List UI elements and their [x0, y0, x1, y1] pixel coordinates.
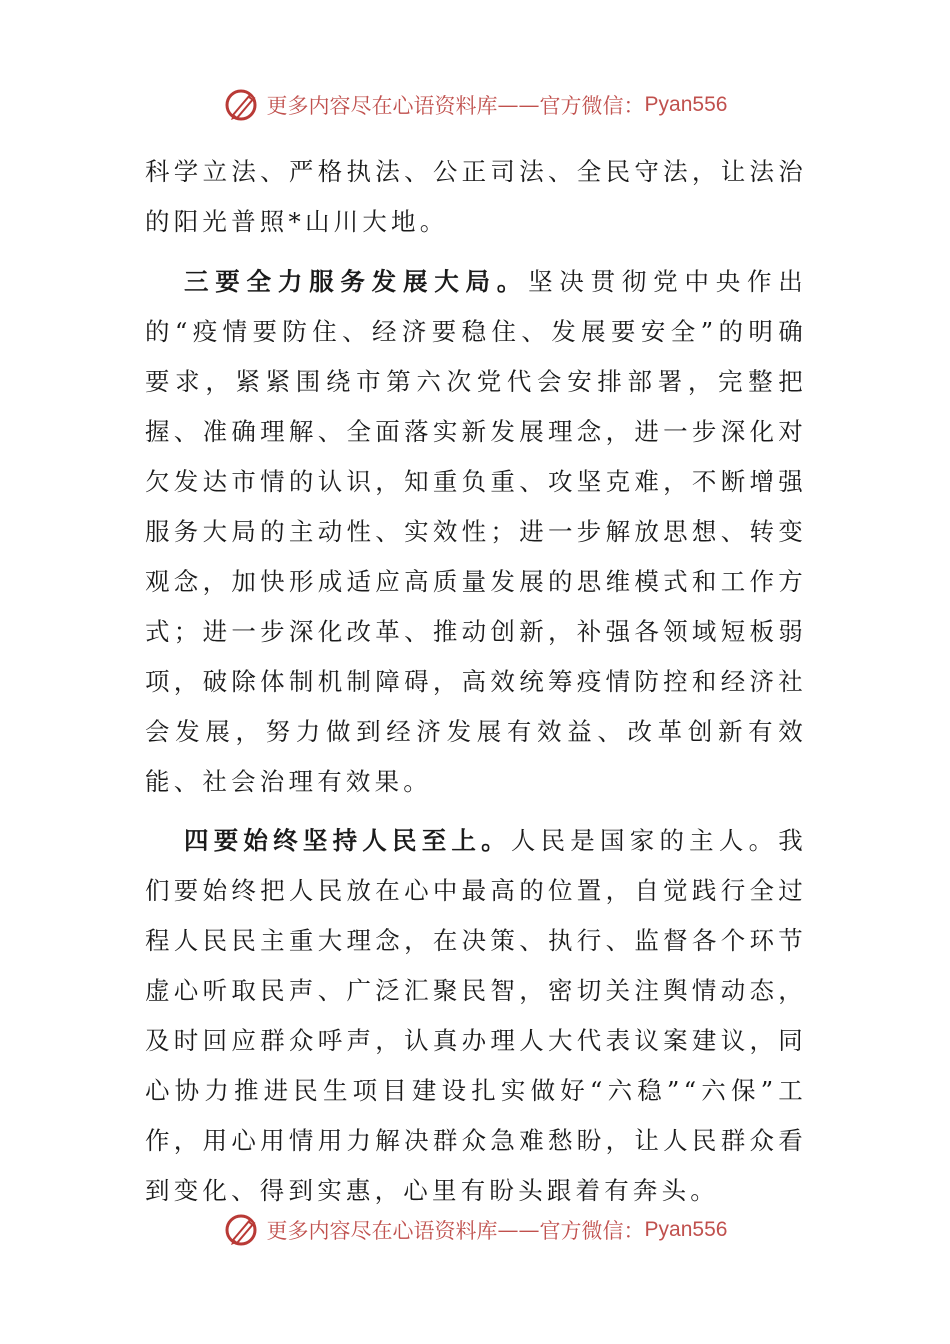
paragraph-continuation [145, 147, 807, 247]
watermark-wechat-id: Pyan556 [644, 1218, 728, 1241]
pen-circle-logo-icon [223, 85, 263, 125]
paragraph-heading: 三要全力服务发展大局。 [184, 267, 529, 296]
footer-watermark [0, 1208, 950, 1252]
watermark-label: 官方微信： [539, 94, 645, 118]
watermark-text: 更多内容尽在心语资料库 [266, 1219, 498, 1243]
header-watermark [0, 83, 950, 127]
paragraph-heading: 四要始终坚持人民至上。 [184, 826, 511, 855]
pen-circle-logo-icon [223, 1210, 263, 1250]
watermark-dash: —— [497, 1218, 540, 1242]
watermark-text: 更多内容尽在心语资料库 [266, 94, 498, 118]
paragraph-body: 人民是国家的主人。我们要始终把人民放在心中最高的位置，自觉践行全过程人民民主重大理念，在决策、执行、监督各个环节虚心听取民声、广泛汇聚民智，密切关注舆情动态，及时回应群众呼声，认真办理人大代表议案建议，同心协力推进民生项目建设扎实做好“六稳”“六保”工作，用心用情用力解决群众急难愁盼，让人民群众看到变化、得到实惠，心里有盼头跟着有奔头。 [145, 826, 808, 1205]
paragraph-service-development [145, 257, 807, 807]
document-body [145, 147, 807, 1225]
watermark-label: 官方微信： [539, 1219, 645, 1243]
paragraph-people-first [145, 816, 807, 1216]
watermark-wechat-id: Pyan556 [644, 93, 728, 116]
paragraph-body: 科学立法、严格执法、公正司法、全民守法，让法治的阳光普照*山川大地。 [145, 157, 807, 236]
paragraph-body: 坚决贯彻党中央作出的“疫情要防住、经济要稳住、发展要安全”的明确要求，紧紧围绕市第六次党代会安排部署，完整把握、准确理解、全面落实新发展理念，进一步深化对欠发达市情的认识，知重负重、攻坚克难，不断增强服务大局的主动性、实效性；进一步解放思想、转变观念，加快形成适应高质量发展的思维模式和工作方式；进一步深化改革、推动创新，补强各领域短板弱项，破除体制机制障碍，高效统筹疫情防控和经济社会发展，努力做到经济发展有效益、改革创新有效能、社会治理有效果。 [145, 267, 807, 796]
watermark-dash: —— [497, 93, 540, 117]
